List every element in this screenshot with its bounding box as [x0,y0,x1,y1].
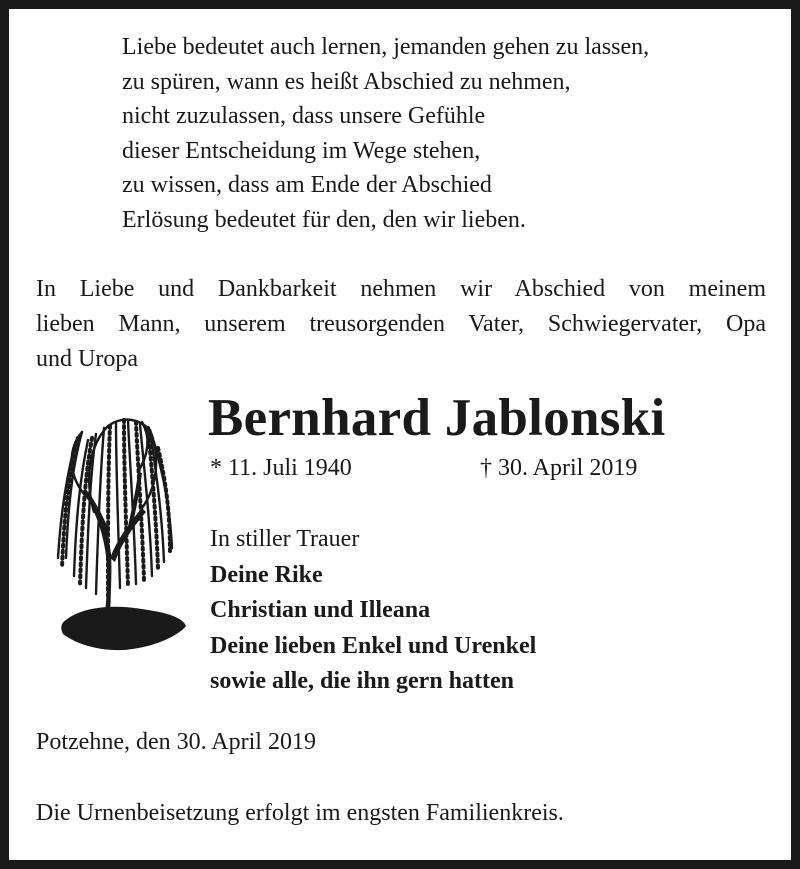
poem-line: zu spüren, wann es heißt Abschied zu nehmen, [122,68,571,95]
weeping-willow-icon [38,408,188,668]
intro-line: und Uropa [36,346,138,372]
mourner-name: sowie alle, die ihn gern hatten [210,668,514,694]
poem-line: nicht zuzulassen, dass unsere Gefühle [122,103,486,129]
poem-line: Erlösung bedeutet für den, den wir lieben. [122,206,526,233]
poem-line: dieser Entscheidung im Wege stehen, [122,137,481,164]
mourners-heading: In stiller Trauer [210,526,360,552]
deceased-name: Bernhard Jablonski [208,389,666,447]
mourner-name: Deine lieben Enkel und Urenkel [210,632,537,659]
death-date: † 30. April 2019 [480,455,638,481]
birth-date: * 11. Juli 1940 [210,455,352,481]
burial-note: Die Urnenbeisetzung erfolgt im engsten Familienkreis. [36,800,564,826]
mourner-name: Christian und Illeana [210,597,431,623]
intro-text [36,272,766,377]
poem-line: Liebe bedeutet auch lernen, jemanden gehen zu lassen, [122,34,650,60]
place-date: Potzehne, den 30. April 2019 [36,729,316,755]
poem-line: zu wissen, dass am Ende der Abschied [122,172,492,198]
intro-line: In Liebe und Dankbarkeit nehmen wir Abschied von meinem [36,276,766,302]
intro-line: lieben Mann, unserem treusorgenden Vater, Schwiegervater, Opa [36,311,766,337]
poem [122,30,649,237]
mourner-name: Deine Rike [210,561,323,588]
mourners-block [210,522,536,700]
